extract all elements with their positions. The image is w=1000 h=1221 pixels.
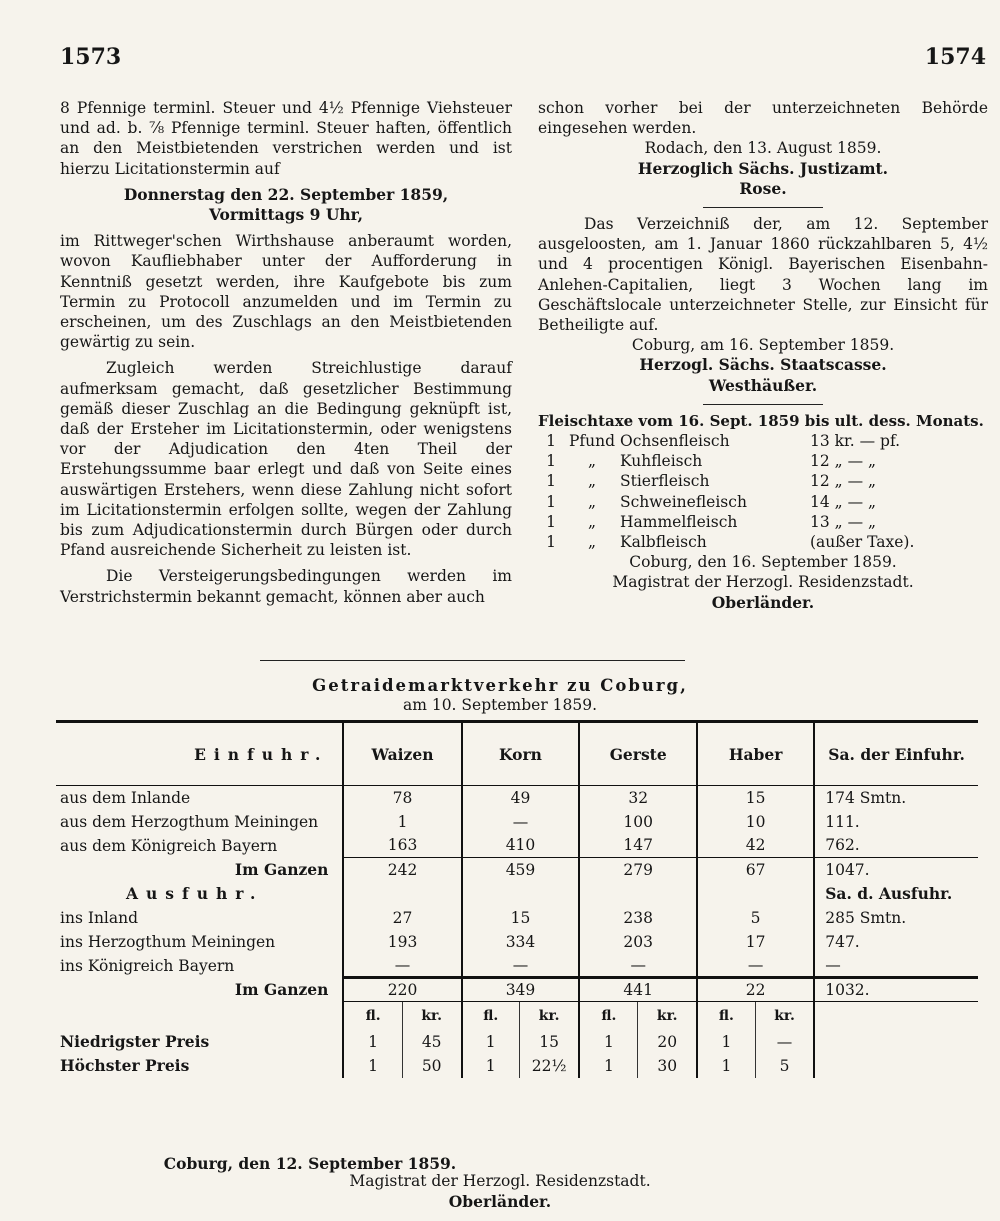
sum-cell: 747. <box>814 930 978 954</box>
kr-header: kr. <box>755 1002 814 1030</box>
right-column <box>538 98 988 613</box>
price-cell: 1 <box>343 1054 402 1078</box>
meat-qty: 1 <box>546 492 556 511</box>
footer-place-date: Coburg, den 12. September 1859. <box>163 1154 457 1173</box>
grain-cell: 42 <box>697 834 814 858</box>
grain-cell: 78 <box>343 786 461 810</box>
grain-cell: 147 <box>579 834 697 858</box>
meat-price: 13 kr. — pf. <box>810 432 901 451</box>
auction-date: Donnerstag den 22. September 1859, <box>123 184 449 204</box>
price-cell: 1 <box>579 1054 638 1078</box>
table-row <box>56 786 978 810</box>
left-paragraph-3: Zugleich werden Streichlustige darauf aufmerksam gemacht, daß gesetzlicher Bestimmung gemäß dieser Zuschlag an die Bedingung geknüpft ist, daß der Ersteher im Licitationstermin, oder wenigstens vor der Adjudication den 4ten Theil der Erstehungssumme baar erlegt und daß von Seite eines auswärtigen Erstehers, wenn diese Zahlung nicht sofort im Licitationstermin erfolgen sollte, wegen der Zahlung bis zum Adjudicationstermin durch Bürgen oder durch Pfand ausreichende Sicherheit zu leisten ist. <box>60 359 512 560</box>
grain-cell: 220 <box>343 978 461 1002</box>
table-row <box>56 834 978 858</box>
price-cell: 5 <box>755 1054 814 1078</box>
grain-cell: 203 <box>579 930 697 954</box>
page-number-left: 1573 <box>60 44 122 70</box>
right-paragraph-2: Das Verzeichniß der, am 12. September ausgeloosten, am 1. Januar 1860 rückzahlbaren 5, 4½ und 4 procentigen Königl. Bayerischen Eisenbahn-Anlehen-Capitalien, liegt 3 Wochen lang im Geschäftslocale unterzeichneter Stelle, zur Einsicht für Betheiligte auf. <box>538 215 988 335</box>
grain-cell: 32 <box>579 786 697 810</box>
header-sum-import: Sa. der Einfuhr. <box>814 722 978 786</box>
fl-header: fl. <box>343 1002 402 1030</box>
meat-price: (außer Taxe). <box>810 533 915 552</box>
grain-cell: 5 <box>697 906 814 930</box>
grain-cell: — <box>462 954 580 978</box>
header-korn: Korn <box>462 722 580 786</box>
meat-tax-table <box>538 431 988 552</box>
row-label: Im Ganzen <box>234 860 329 879</box>
table-row <box>56 930 978 954</box>
fl-header: fl. <box>462 1002 520 1030</box>
price-label: Höchster Preis <box>60 1056 190 1075</box>
lowest-price-row <box>56 1030 978 1054</box>
divider <box>703 404 823 405</box>
grain-cell: 410 <box>462 834 580 858</box>
price-cell: — <box>755 1030 814 1054</box>
export-label: Ausfuhr. <box>126 884 264 903</box>
price-cell: 1 <box>462 1054 520 1078</box>
meat-qty: 1 <box>546 452 556 471</box>
meat-price: 12 „ — „ <box>810 452 877 471</box>
meat-row <box>538 431 988 451</box>
grain-cell: 334 <box>462 930 580 954</box>
meat-row <box>538 532 988 552</box>
footer-signature: Oberländer. <box>448 1192 552 1211</box>
meat-price: 14 „ — „ <box>810 492 877 511</box>
meat-item: Ochsenfleisch <box>620 432 730 451</box>
grain-subtitle: am 10. September 1859. <box>402 696 598 714</box>
meat-item: Kuhfleisch <box>620 452 703 471</box>
meat-row <box>538 512 988 532</box>
grain-cell: 163 <box>343 834 461 858</box>
grain-cell: — <box>462 810 580 834</box>
sum-cell: 285 Smtn. <box>814 906 978 930</box>
grain-cell: 242 <box>343 858 461 882</box>
meat-qty: 1 <box>546 432 556 451</box>
fl-header: fl. <box>697 1002 755 1030</box>
page-number-right: 1574 <box>924 44 986 70</box>
auction-time: Vormittags 9 Uhr, <box>208 205 364 225</box>
grain-cell: — <box>343 954 461 978</box>
meat-row <box>538 451 988 471</box>
meat-qty: 1 <box>546 512 556 531</box>
price-cell: 45 <box>402 1030 461 1054</box>
table-row <box>56 906 978 930</box>
footer-authority: Magistrat der Herzogl. Residenzstadt. <box>349 1172 651 1190</box>
price-cell: 1 <box>462 1030 520 1054</box>
grain-cell: 193 <box>343 930 461 954</box>
grain-cell: 1 <box>343 810 461 834</box>
sum-cell: 111. <box>814 810 978 834</box>
grain-cell: 15 <box>697 786 814 810</box>
left-column <box>60 98 512 607</box>
price-label: Niedrigster Preis <box>60 1032 210 1051</box>
highest-price-row <box>56 1054 978 1078</box>
row-label: aus dem Inlande <box>60 788 191 807</box>
price-cell: 15 <box>519 1030 579 1054</box>
price-cell: 30 <box>638 1054 697 1078</box>
divider <box>703 207 823 208</box>
currency-header-row <box>56 1002 978 1030</box>
signature-3: Oberländer. <box>711 592 815 612</box>
meat-item: Hammelfleisch <box>620 512 738 531</box>
meat-item: Stierfleisch <box>620 472 710 491</box>
export-header-row <box>56 882 978 906</box>
header-einfuhr: Einfuhr. <box>56 722 343 786</box>
section-divider <box>260 660 685 661</box>
meat-price: 13 „ — „ <box>810 512 877 531</box>
row-label: aus dem Königreich Bayern <box>60 836 278 855</box>
place-date-1: Rodach, den 13. August 1859. <box>644 139 882 158</box>
meat-unit: „ <box>587 452 597 471</box>
left-paragraph-4: Die Versteigerungsbedingungen werden im Verstrichstermin bekannt gemacht, können aber auch <box>60 567 512 606</box>
signature-1: Rose. <box>739 178 787 198</box>
grain-market-table <box>56 720 978 1078</box>
place-date-3: Coburg, den 16. September 1859. <box>629 553 897 572</box>
sum-cell: 762. <box>814 834 978 858</box>
meat-row <box>538 471 988 491</box>
meat-qty: 1 <box>546 472 556 491</box>
export-sum-label: Sa. d. Ausfuhr. <box>814 882 978 906</box>
meat-price: 12 „ — „ <box>810 472 877 491</box>
sum-cell: 1047. <box>814 858 978 882</box>
table-row <box>56 954 978 978</box>
grain-cell: 10 <box>697 810 814 834</box>
meat-item: Schweinefleisch <box>620 492 747 511</box>
grain-cell: — <box>697 954 814 978</box>
kr-header: kr. <box>638 1002 697 1030</box>
grain-cell: 22 <box>697 978 814 1002</box>
header-gerste: Gerste <box>579 722 697 786</box>
price-cell: 1 <box>343 1030 402 1054</box>
grain-cell: 67 <box>697 858 814 882</box>
authority-3: Magistrat der Herzogl. Residenzstadt. <box>612 573 914 592</box>
place-date-2: Coburg, am 16. September 1859. <box>631 336 895 355</box>
authority-1: Herzoglich Sächs. Justizamt. <box>637 158 889 178</box>
price-cell: 20 <box>638 1030 697 1054</box>
total-row <box>56 978 978 1002</box>
kr-header: kr. <box>519 1002 579 1030</box>
total-row <box>56 858 978 882</box>
meat-item: Kalbfleisch <box>620 533 707 552</box>
meat-unit: Pfund <box>568 432 616 451</box>
right-paragraph-1: schon vorher bei der unterzeichneten Behörde eingesehen werden. <box>538 99 988 138</box>
row-label: ins Königreich Bayern <box>60 956 235 975</box>
sum-cell: 174 Smtn. <box>814 786 978 810</box>
meat-qty: 1 <box>546 533 556 552</box>
grain-cell: 15 <box>462 906 580 930</box>
left-paragraph-1: 8 Pfennige terminl. Steuer und 4½ Pfennige Viehsteuer und ad. b. ⅞ Pfennige terminl. Steuer haften, öffentlich an den Meistbietenden verstrichen werden und ist hierzu Licitationstermin auf <box>60 99 512 178</box>
row-label: Im Ganzen <box>234 980 329 999</box>
row-label: ins Inland <box>60 908 139 927</box>
grain-cell: 349 <box>462 978 580 1002</box>
grain-title: Getraidemarktverkehr zu Coburg, <box>312 676 688 695</box>
kr-header: kr. <box>402 1002 461 1030</box>
price-cell: 1 <box>697 1054 755 1078</box>
table-row <box>56 810 978 834</box>
row-label: aus dem Herzogthum Meiningen <box>60 812 319 831</box>
meat-tax-title: Fleischtaxe vom 16. Sept. 1859 bis ult. dess. Monats. <box>538 411 984 430</box>
fl-header: fl. <box>579 1002 638 1030</box>
meat-unit: „ <box>587 512 597 531</box>
header-haber: Haber <box>697 722 814 786</box>
price-cell: 22½ <box>519 1054 579 1078</box>
grain-cell: 279 <box>579 858 697 882</box>
grain-cell: 49 <box>462 786 580 810</box>
sum-cell: — <box>814 954 978 978</box>
price-cell: 1 <box>697 1030 755 1054</box>
left-paragraph-2: im Rittweger'schen Wirthshause anberaumt worden, wovon Kaufliebhaber unter der Aufforderung in Kenntniß gesetzt werden, ihre Kaufgebote bis zum Termin zu Protocoll anzumelden und im Termin zu erscheinen, um des Zuschlags an den Meistbietenden gewärtig zu sein. <box>60 232 512 352</box>
signature-2: Westhäußer. <box>708 375 818 395</box>
grain-cell: 100 <box>579 810 697 834</box>
grain-cell: 459 <box>462 858 580 882</box>
row-label: ins Herzogthum Meiningen <box>60 932 276 951</box>
grain-cell: — <box>579 954 697 978</box>
grain-cell: 441 <box>579 978 697 1002</box>
meat-unit: „ <box>587 533 597 552</box>
meat-unit: „ <box>587 492 597 511</box>
sum-cell: 1032. <box>814 978 978 1002</box>
meat-unit: „ <box>587 472 597 491</box>
grain-cell: 238 <box>579 906 697 930</box>
grain-cell: 27 <box>343 906 461 930</box>
price-cell: 1 <box>579 1030 638 1054</box>
price-cell: 50 <box>402 1054 461 1078</box>
authority-2: Herzogl. Sächs. Staatscasse. <box>639 355 887 375</box>
grain-cell: 17 <box>697 930 814 954</box>
meat-row <box>538 492 988 512</box>
header-waizen: Waizen <box>343 722 461 786</box>
